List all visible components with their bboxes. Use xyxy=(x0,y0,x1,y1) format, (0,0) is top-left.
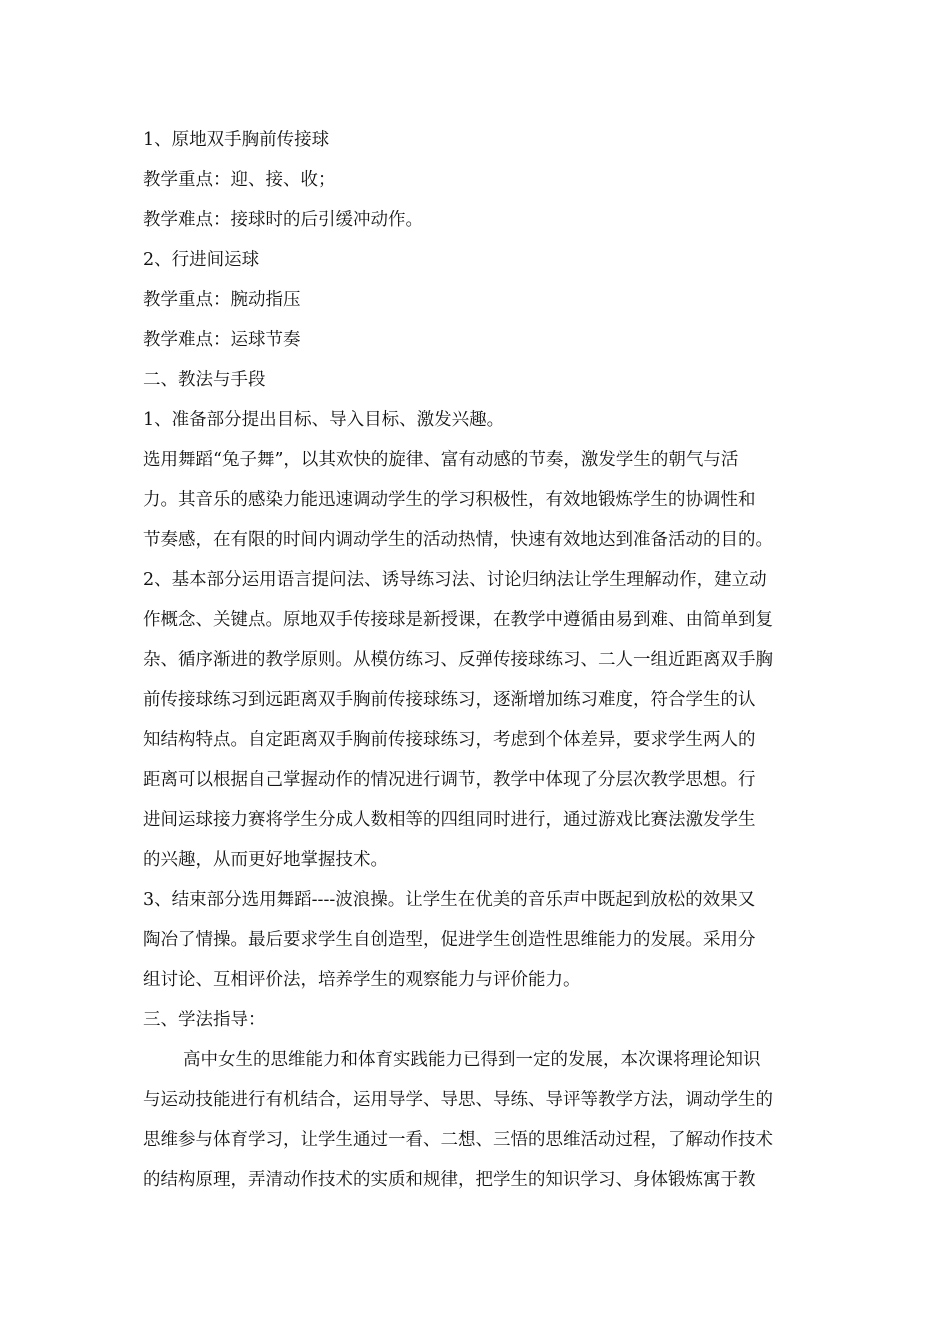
paragraph-line: 知结构特点。自定距离双手胸前传接球练习，考虑到个体差异，要求学生两人的 xyxy=(143,730,756,750)
paragraph-line: 进间运球接力赛将学生分成人数相等的四组同时进行，通过游戏比赛法激发学生 xyxy=(143,810,756,830)
teaching-focus-1: 教学重点：迎、接、收； xyxy=(143,170,336,190)
teaching-focus-2: 教学重点：腕动指压 xyxy=(143,290,301,310)
section-heading-methods: 二、教法与手段 xyxy=(143,370,266,390)
teaching-difficulty-1: 教学难点：接球时的后引缓冲动作。 xyxy=(143,210,423,230)
paragraph-line: 力。其音乐的感染力能迅速调动学生的学习积极性，有效地锻炼学生的协调性和 xyxy=(143,490,756,510)
paragraph-line: 选用舞蹈“兔子舞”，以其欢快的旋律、富有动感的节奏，激发学生的朝气与活 xyxy=(143,450,739,470)
paragraph-line: 距离可以根据自己掌握动作的情况进行调节，教学中体现了分层次教学思想。行 xyxy=(143,770,756,790)
paragraph-line: 前传接球练习到远距离双手胸前传接球练习，逐渐增加练习难度，符合学生的认 xyxy=(143,690,756,710)
methods-item-2-line: 2、基本部分运用语言提问法、诱导练习法、讨论归纳法让学生理解动作，建立动 xyxy=(143,570,767,590)
methods-item-3-line: 3、结束部分选用舞蹈----波浪操。让学生在优美的音乐声中既起到放松的效果又 xyxy=(143,890,756,910)
item-heading-2: 2、行进间运球 xyxy=(143,250,260,270)
teaching-difficulty-2: 教学难点：运球节奏 xyxy=(143,330,301,350)
paragraph-line: 陶冶了情操。最后要求学生自创造型，促进学生创造性思维能力的发展。采用分 xyxy=(143,930,756,950)
paragraph-line: 作概念、关键点。原地双手传接球是新授课，在教学中遵循由易到难、由简单到复 xyxy=(143,610,773,630)
item-heading-1: 1、原地双手胸前传接球 xyxy=(143,130,330,150)
paragraph-line: 思维参与体育学习，让学生通过一看、二想、三悟的思维活动过程，了解动作技术 xyxy=(143,1130,773,1150)
paragraph-line: 的结构原理，弄清动作技术的实质和规律，把学生的知识学习、身体锻炼寓于教 xyxy=(143,1170,756,1190)
section-heading-study-guide: 三、学法指导： xyxy=(143,1010,266,1030)
methods-item-1-heading: 1、准备部分提出目标、导入目标、激发兴趣。 xyxy=(143,410,505,430)
paragraph-line: 与运动技能进行有机结合，运用导学、导思、导练、导评等教学方法，调动学生的 xyxy=(143,1090,773,1110)
paragraph-line: 杂、循序渐进的教学原则。从模仿练习、反弹传接球练习、二人一组近距离双手胸 xyxy=(143,650,773,670)
paragraph-line: 节奏感，在有限的时间内调动学生的活动热情，快速有效地达到准备活动的目的。 xyxy=(143,530,773,550)
paragraph-line-indented: 高中女生的思维能力和体育实践能力已得到一定的发展，本次课将理论知识 xyxy=(183,1050,761,1070)
paragraph-line: 的兴趣，从而更好地掌握技术。 xyxy=(143,850,388,870)
paragraph-line: 组讨论、互相评价法，培养学生的观察能力与评价能力。 xyxy=(143,970,581,990)
document-page xyxy=(143,120,823,1200)
